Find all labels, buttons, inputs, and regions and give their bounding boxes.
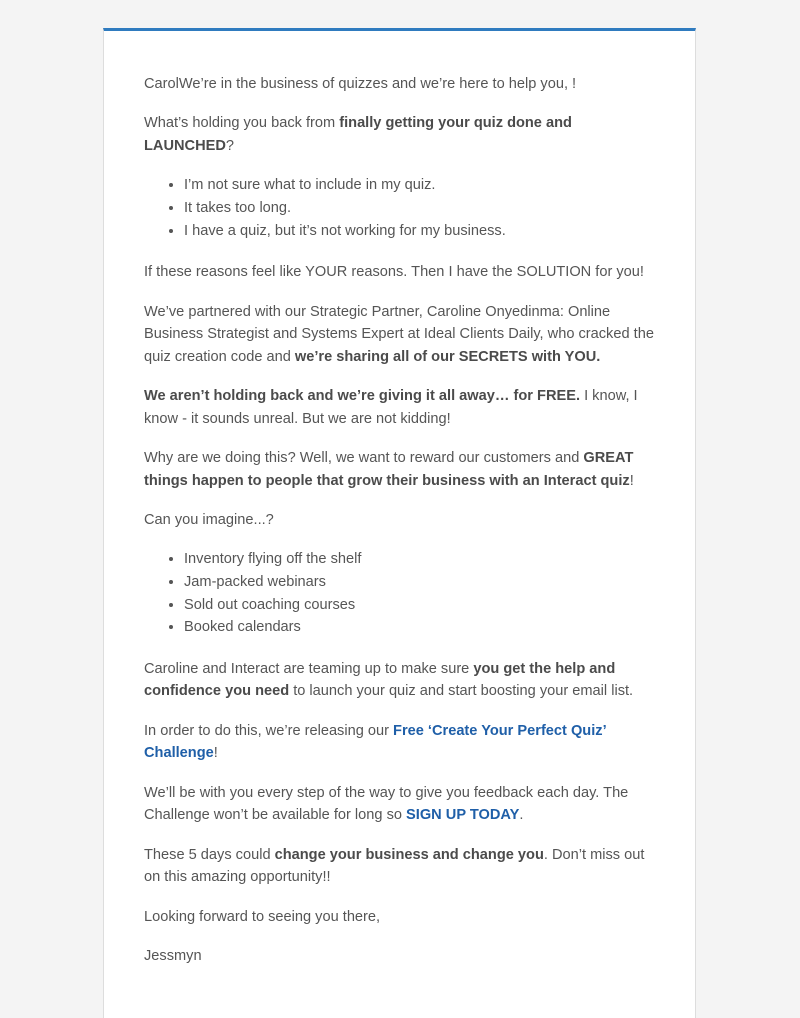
text-segment: ! [629, 472, 634, 489]
text-segment: . Don’t miss out on this amazing opportunity!! [144, 846, 645, 886]
challenge-link[interactable]: Free ‘Create Your Perfect Quiz’ Challenge [144, 722, 606, 762]
list-item: • Sold out coaching courses [184, 594, 658, 617]
paragraph-challenge [144, 720, 658, 765]
bold-segment: finally getting your quiz done and LAUNCHED [144, 115, 572, 154]
text-segment: In order to do this, we’re releasing our [144, 722, 394, 739]
imagine-list [144, 548, 658, 638]
text-segment: ? [225, 137, 235, 154]
paragraph-teaming [144, 658, 658, 703]
paragraph-why [144, 447, 658, 492]
paragraph-change [144, 844, 658, 889]
text-segment: We’ve partnered with our Strategic Partner, Caroline Onyedinma: Online Business Strategist and Systems Expert at Ideal Clients Daily, who cracked the quiz creation code and [144, 303, 654, 365]
bold-segment: GREAT things happen to people that grow their business with an Interact quiz [144, 450, 634, 489]
closing-line: Looking forward to seeing you there, [144, 908, 381, 925]
text-segment: I know, I know - it sounds unreal. But we are not kidding! [144, 388, 638, 427]
list-item: • I’m not sure what to include in my quiz. [184, 174, 658, 197]
sign-up-link[interactable]: SIGN UP TODAY [406, 807, 520, 824]
text-segment: . [519, 807, 524, 824]
paragraph-partner [144, 301, 658, 369]
text-segment: to launch your quiz and start boosting your email list. [289, 683, 634, 700]
list-item: • Jam-packed webinars [184, 571, 658, 594]
email-card [103, 28, 696, 1018]
list-item: • It takes too long. [184, 197, 658, 220]
paragraph-signup [144, 782, 658, 827]
text-segment: What’s holding you back from [144, 115, 340, 132]
greeting: CarolWe’re in the business of quizzes and we’re here to help you, ! [144, 76, 577, 92]
bold-segment: you get the help and confidence you need [144, 660, 616, 700]
paragraph-free [144, 385, 658, 430]
text-segment: We’ll be with you every step of the way to give you feedback each day. The Challenge won’t be available for long so [144, 784, 629, 824]
signature: Jessmyn [144, 948, 202, 965]
paragraph-holding-back [144, 112, 658, 157]
reasons-list [144, 174, 658, 242]
text-segment: Why are we doing this? Well, we want to reward our customers and [144, 450, 584, 467]
paragraph-solution: If these reasons feel like YOUR reasons. Then I have the SOLUTION for you! [144, 264, 644, 281]
bold-segment: We aren’t holding back and we’re giving it all away… for FREE. [144, 388, 581, 405]
email-body [144, 73, 658, 985]
bold-segment: we’re sharing all of our SECRETS with YOU. [294, 348, 601, 365]
list-item: • I have a quiz, but it’s not working for my business. [184, 220, 658, 243]
list-item: • Booked calendars [184, 616, 658, 639]
text-segment: ! [213, 745, 218, 762]
list-item: • Inventory flying off the shelf [184, 548, 658, 571]
text-segment: These 5 days could [144, 846, 275, 863]
text-segment: Caroline and Interact are teaming up to make sure [144, 660, 474, 677]
bold-segment: change your business and change you [274, 846, 544, 863]
paragraph-imagine: Can you imagine...? [144, 512, 274, 529]
